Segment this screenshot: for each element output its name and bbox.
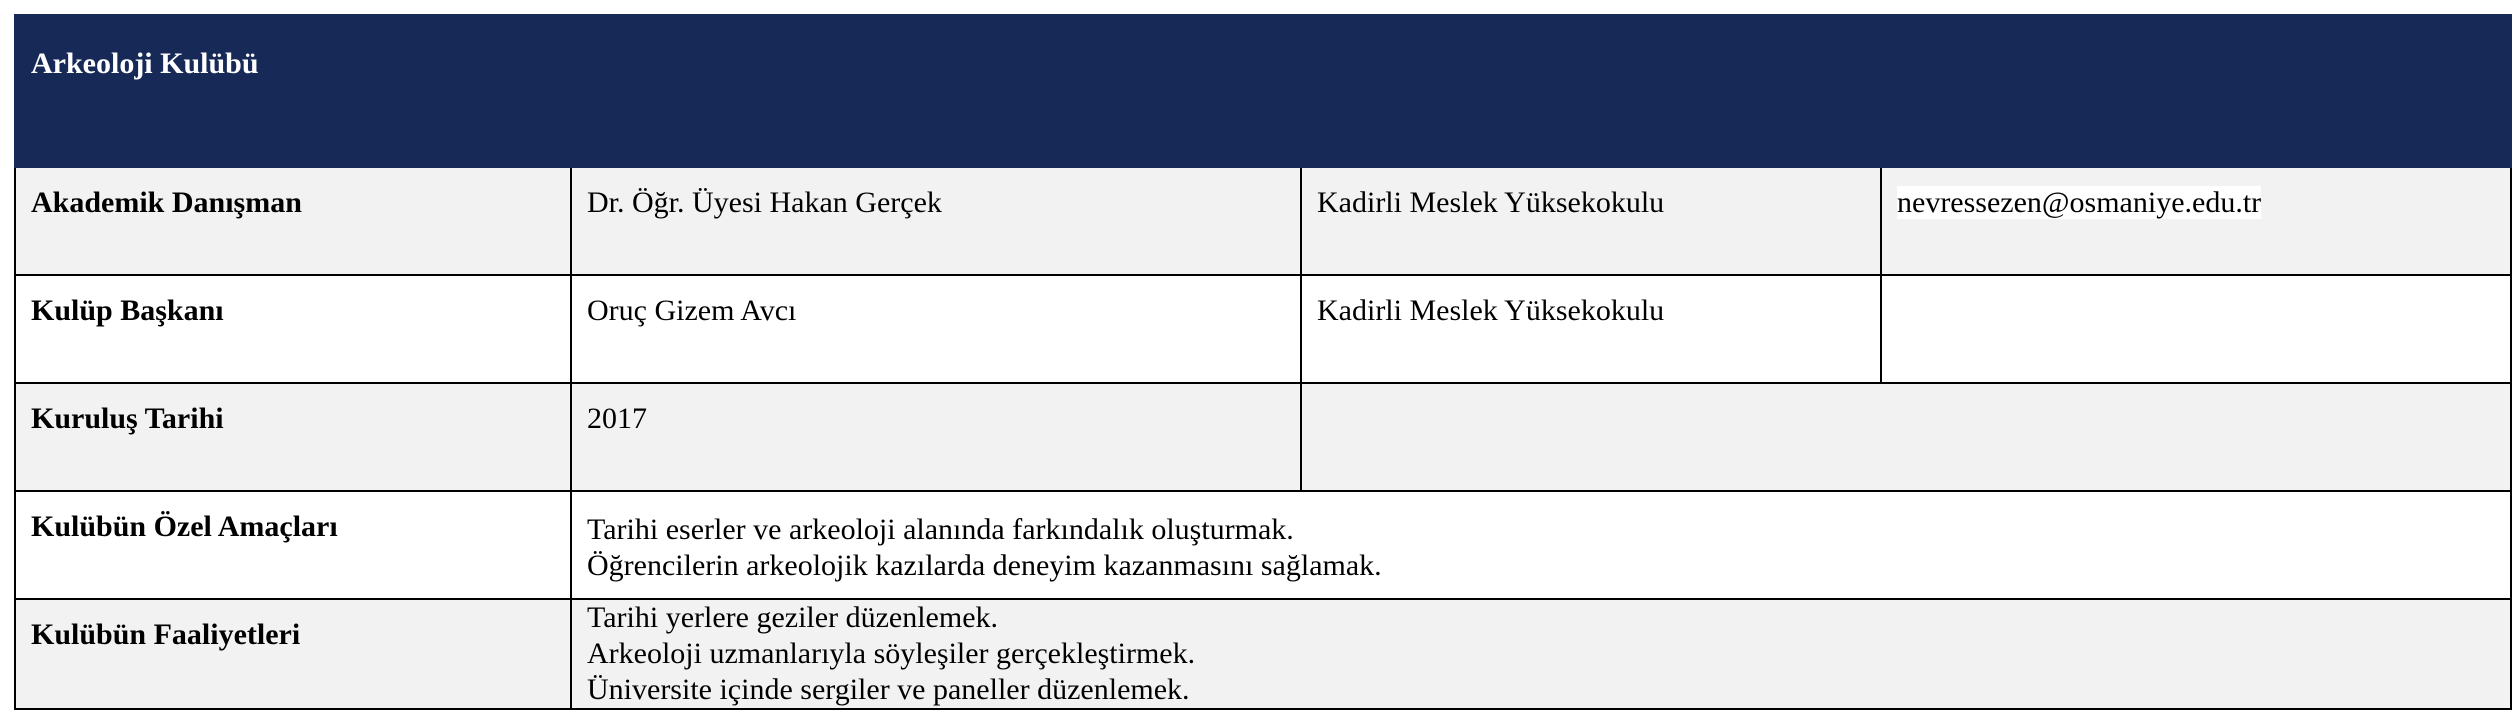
activities-row [15,599,2511,709]
header-row [15,15,2511,167]
founded-label: Kuruluş Tarihi [15,383,571,491]
president-name: Oruç Gizem Avcı [571,275,1301,383]
president-unit: Kadirli Meslek Yüksekokulu [1301,275,1881,383]
activity-line-3: Üniversite içinde sergiler ve paneller düzenlemek. [587,673,1190,706]
goal-line-1: Tarihi eserler ve arkeoloji alanında farkındalık oluşturmak. [587,513,1294,546]
advisor-unit: Kadirli Meslek Yüksekokulu [1301,167,1881,275]
president-email [1881,275,2511,383]
club-title: Arkeoloji Kulübü [15,15,2511,167]
activity-line-2: Arkeoloji uzmanlarıyla söyleşiler gerçekleştirmek. [587,637,1196,670]
activity-line-1: Tarihi yerlere geziler düzenlemek. [587,601,999,634]
advisor-name: Dr. Öğr. Üyesi Hakan Gerçek [571,167,1301,275]
advisor-email[interactable]: nevressezen@osmaniye.edu.tr [1897,186,2262,219]
goals-row [15,491,2511,599]
advisor-row [15,167,2511,275]
club-info-table [14,14,2512,710]
activities-content [571,599,2511,709]
founded-empty-cell [1301,383,2511,491]
advisor-label: Akademik Danışman [15,167,571,275]
president-label: Kulüp Başkanı [15,275,571,383]
goals-label: Kulübün Özel Amaçları [15,491,571,599]
advisor-email-cell [1881,167,2511,275]
founded-value: 2017 [571,383,1301,491]
goals-content [571,491,2511,599]
activities-label: Kulübün Faaliyetleri [15,599,571,709]
founded-row [15,383,2511,491]
goal-line-2: Öğrencilerin arkeolojik kazılarda deneyim kazanmasını sağlamak. [587,549,1382,582]
president-row [15,275,2511,383]
